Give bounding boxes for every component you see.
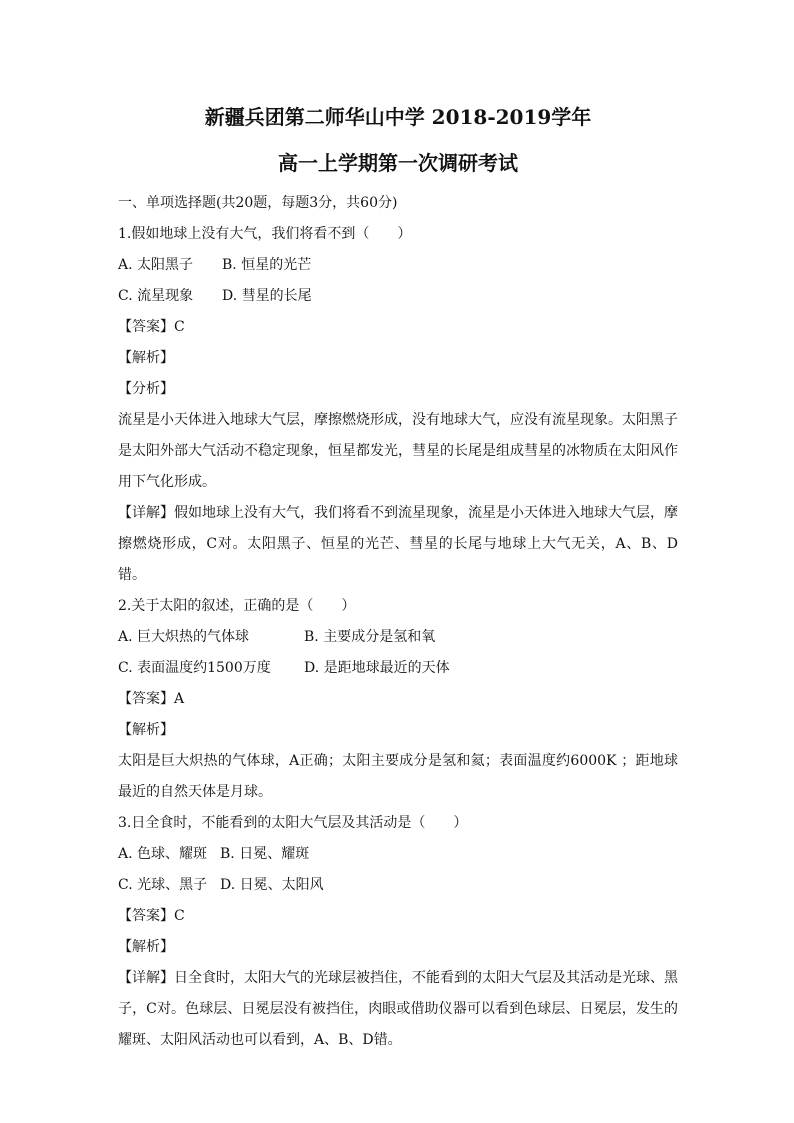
section-heading: 一、单项选择题(共20题，每题3分，共60分) — [118, 195, 398, 211]
q2-option-d: D. 是距地球最近的天体 — [304, 660, 450, 676]
q3-options-row-2 — [118, 870, 678, 901]
q1-option-b: B. 恒星的光芒 — [222, 257, 312, 273]
q3-option-d: D. 日冕、太阳风 — [220, 877, 324, 893]
q1-stem: 1.假如地球上没有大气，我们将看不到（ ） — [118, 226, 412, 242]
q1-fenxi-label: 【分析】 — [118, 381, 174, 397]
q2-analysis-label: 【解析】 — [118, 722, 174, 738]
q1-analysis-label: 【解析】 — [118, 350, 174, 366]
q1-fenxi-text: 流星是小天体进入地球大气层，摩擦燃烧形成，没有地球大气，应没有流星现象。太阳黑子是太阳外部大气活动不稳定现象，恒星都发光，彗星的长尾是组成彗星的冰物质在太阳风作用下气化形成。 — [118, 412, 678, 490]
q1-options-row-2 — [118, 281, 678, 312]
q1-option-c: C. 流星现象 — [118, 288, 194, 304]
q3-option-c: C. 光球、黑子 — [118, 877, 208, 893]
q2-options-row-1 — [118, 622, 678, 653]
q2-option-c: C. 表面温度约1500万度 — [118, 660, 271, 676]
q2-answer: 【答案】A — [118, 691, 185, 707]
q1-detail-text: 【详解】假如地球上没有大气，我们将看不到流星现象，流星是小天体进入地球大气层，摩擦燃烧形成，C对。太阳黑子、恒星的光芒、彗星的长尾与地球上大气无关，A、B、D错。 — [118, 505, 678, 583]
q1-options-row-1 — [118, 250, 678, 281]
q2-option-a: A. 巨大炽热的气体球 — [118, 629, 250, 645]
q2-stem: 2.关于太阳的叙述，正确的是（ ） — [118, 598, 356, 614]
page-content — [118, 102, 678, 1056]
q3-answer: 【答案】C — [118, 908, 185, 924]
q3-stem: 3.日全食时，不能看到的太阳大气层及其活动是（ ） — [118, 815, 468, 831]
q3-analysis-label: 【解析】 — [118, 939, 174, 955]
q1-option-d: D. 彗星的长尾 — [222, 288, 312, 304]
q1-option-a: A. 太阳黑子 — [118, 257, 194, 273]
q2-options-row-2 — [118, 653, 678, 684]
title-line-1: 新疆兵团第二师华山中学 2018-2019学年 — [204, 105, 592, 129]
q1-answer: 【答案】C — [118, 319, 185, 335]
q2-option-b: B. 主要成分是氢和氧 — [304, 629, 436, 645]
q3-detail-text: 【详解】日全食时，太阳大气的光球层被挡住，不能看到的太阳大气层及其活动是光球、黑子，C对。色球层、日冕层没有被挡住，肉眼或借助仪器可以看到色球层、日冕层，发生的耀斑、太阳风活动也可以看到，A、B、D错。 — [118, 970, 678, 1048]
q3-option-b: B. 日冕、耀斑 — [220, 846, 310, 862]
q2-analysis-text: 太阳是巨大炽热的气体球，A正确；太阳主要成分是氢和氦；表面温度约6000K ；距地球最近的自然天体是月球。 — [118, 753, 678, 800]
title-line-2: 高一上学期第一次调研考试 — [278, 151, 518, 175]
q3-option-a: A. 色球、耀斑 — [118, 846, 208, 862]
q3-options-row-1 — [118, 839, 678, 870]
